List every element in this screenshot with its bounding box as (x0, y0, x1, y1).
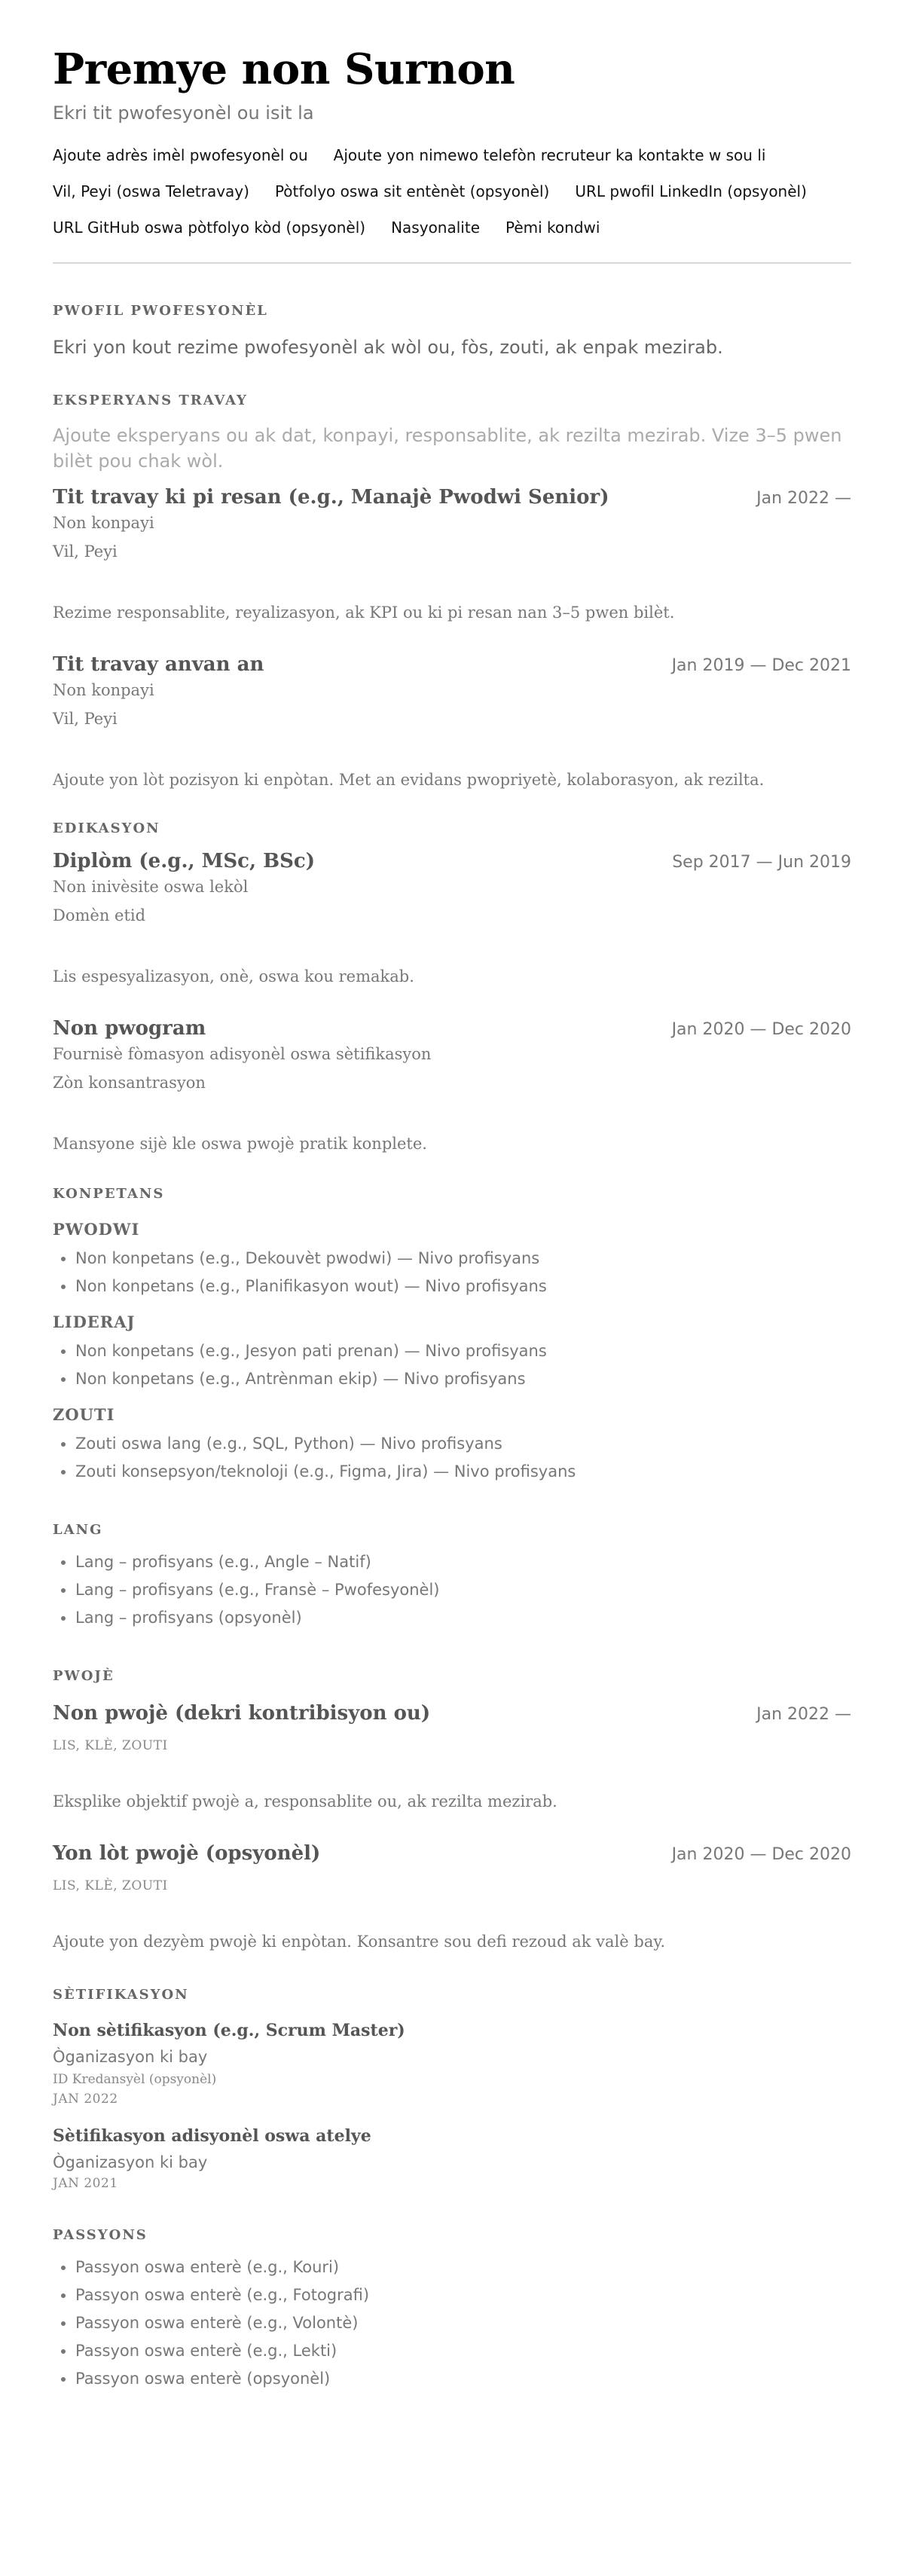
skill-item: • Zouti konsepsyon/teknoloji (e.g., Figma, Jira) — Nivo profisyans (75, 1458, 851, 1486)
contact-github: URL GitHub oswa pòtfolyo kòd (opsyonèl) (53, 218, 366, 237)
education-entry (53, 1017, 851, 1153)
certification-date: JAN 2022 (53, 2092, 118, 2107)
degree-name: Non pwogram (53, 1017, 206, 1040)
education-description: Mansyone sijè kle oswa pwojè pratik konplete. (53, 1135, 427, 1154)
section-title: PWOJÈ (53, 1668, 115, 1685)
experience-section (53, 393, 851, 789)
contact-location: Vil, Peyi (oswa Teletravay) (53, 182, 249, 201)
languages-section (53, 1522, 851, 1632)
education-entry (53, 850, 851, 985)
job-title: Tit travay ki pi resan (e.g., Manajè Pwodwi Senior) (53, 486, 609, 509)
project-tags: LIS, KLÈ, ZOUTI (53, 1738, 168, 1754)
job-description: Ajoute yon lòt pozisyon ki enpòtan. Met an evidans pwopriyetè, kolaborasyon, ak rezilta. (53, 771, 765, 790)
project-entry (53, 1702, 851, 1811)
interest-item: • Passyon oswa enterè (e.g., Kouri) (75, 2254, 851, 2281)
contact-nationality: Nasyonalite (391, 218, 480, 237)
job-location: Vil, Peyi (53, 542, 118, 561)
experience-entry (53, 653, 851, 789)
education-date: Sep 2017 — Jun 2019 (672, 853, 851, 872)
skill-list (53, 1337, 851, 1393)
candidate-name: Premye non Surnon (53, 44, 515, 94)
section-title: EKSPERYANS TRAVAY (53, 392, 248, 408)
header-divider (53, 262, 851, 264)
interest-item: • Passyon oswa enterè (opsyonèl) (75, 2365, 851, 2393)
language-item: • Lang – profisyans (e.g., Angle – Natif) (75, 1548, 851, 1576)
company-name: Non konpayi (53, 681, 154, 700)
contact-email: Ajoute adrès imèl pwofesyonèl ou (53, 146, 308, 165)
interest-item: • Passyon oswa enterè (e.g., Lekti) (75, 2337, 851, 2365)
issuing-organization: Òganizasyon ki bay (53, 2153, 208, 2172)
credential-id: ID Kredansyèl (opsyonèl) (53, 2072, 217, 2088)
job-date: Jan 2022 — (756, 489, 851, 509)
contact-phone: Ajoute yon nimewo telefòn recruteur ka kontakte w sou li (333, 146, 766, 165)
field-of-study: Domèn etid (53, 906, 146, 925)
project-tags: LIS, KLÈ, ZOUTI (53, 1878, 168, 1894)
skill-group-title: ZOUTI (53, 1405, 115, 1425)
skill-item: • Zouti oswa lang (e.g., SQL, Python) — Nivo profisyans (75, 1430, 851, 1458)
skill-item: • Non konpetans (e.g., Jesyon pati prenan) — Nivo profisyans (75, 1337, 851, 1365)
certification-name: Sètifikasyon adisyonèl oswa atelye (53, 2126, 371, 2147)
profile-section (53, 303, 851, 361)
skill-group-title: LIDERAJ (53, 1312, 136, 1332)
language-item: • Lang – profisyans (e.g., Fransè – Pwofesyonèl) (75, 1576, 851, 1604)
skill-group (53, 1405, 851, 1486)
job-title: Tit travay anvan an (53, 653, 264, 677)
section-title: SÈTIFIKASYON (53, 1987, 189, 2003)
project-date: Jan 2022 — (756, 1705, 851, 1725)
profile-summary: Ekri yon kout rezime pwofesyonèl ak wòl ou, fòs, zouti, ak enpak mezirab. (53, 337, 723, 359)
job-description: Rezime responsablite, reyalizasyon, ak KPI ou ki pi resan nan 3–5 pwen bilèt. (53, 604, 675, 622)
skill-item: • Non konpetans (e.g., Planifikasyon wout) — Nivo profisyans (75, 1273, 851, 1300)
section-title: LANG (53, 1522, 103, 1539)
resume-header (53, 45, 851, 246)
project-date: Jan 2020 — Dec 2020 (671, 1845, 851, 1865)
projects-section (53, 1668, 851, 1951)
experience-entry (53, 486, 851, 622)
certification-date: JAN 2021 (53, 2176, 118, 2192)
section-title: KONPETANS (53, 1186, 165, 1202)
language-list (53, 1548, 851, 1632)
education-section (53, 820, 851, 1153)
skill-item: • Non konpetans (e.g., Antrènman ekip) — Nivo profisyans (75, 1365, 851, 1393)
certifications-section (53, 1987, 851, 2191)
school-name: Fournisè fòmasyon adisyonèl oswa sètifikasyon (53, 1045, 432, 1064)
project-entry (53, 1842, 851, 1951)
skill-item: • Non konpetans (e.g., Dekouvèt pwodwi) — Nivo profisyans (75, 1245, 851, 1273)
certification-name: Non sètifikasyon (e.g., Scrum Master) (53, 2021, 405, 2041)
section-title: EDIKASYON (53, 820, 160, 837)
skill-group-title: PWODWI (53, 1220, 140, 1239)
contact-linkedin: URL pwofil LinkedIn (opsyonèl) (575, 182, 807, 201)
experience-placeholder: Ajoute eksperyans ou ak dat, konpayi, responsablite, ak rezilta mezirab. Vize 3–5 pwen bilèt pou chak wòl. (53, 424, 842, 472)
field-of-study: Zòn konsantrasyon (53, 1074, 206, 1092)
interest-list (53, 2254, 851, 2393)
contact-info (53, 137, 851, 246)
skills-section (53, 1186, 851, 1486)
interests-section (53, 2227, 851, 2393)
contact-driving-license: Pèmi kondwi (505, 218, 600, 237)
professional-headline: Ekri tit pwofesyonèl ou isit la (53, 102, 314, 124)
issuing-organization: Òganizasyon ki bay (53, 2048, 208, 2067)
education-description: Lis espesyalizasyon, onè, oswa kou remakab. (53, 967, 414, 986)
section-title: PASSYONS (53, 2227, 148, 2244)
job-location: Vil, Peyi (53, 710, 118, 729)
interest-item: • Passyon oswa enterè (e.g., Fotografi) (75, 2281, 851, 2309)
project-name: Non pwojè (dekri kontribisyon ou) (53, 1702, 431, 1725)
skill-list (53, 1430, 851, 1486)
project-description: Eksplike objektif pwojè a, responsablite ou, ak rezilta mezirab. (53, 1792, 557, 1811)
language-item: • Lang – profisyans (opsyonèl) (75, 1604, 851, 1632)
certification-entry (53, 2021, 851, 2107)
section-title: PWOFIL PWOFESYONÈL (53, 303, 268, 319)
skill-group (53, 1312, 851, 1393)
education-date: Jan 2020 — Dec 2020 (671, 1020, 851, 1040)
school-name: Non inivèsite oswa lekòl (53, 878, 249, 897)
interest-item: • Passyon oswa enterè (e.g., Volontè) (75, 2309, 851, 2337)
degree-name: Diplòm (e.g., MSc, BSc) (53, 850, 315, 873)
project-description: Ajoute yon dezyèm pwojè ki enpòtan. Konsantre sou defi rezoud ak valè bay. (53, 1933, 666, 1951)
project-name: Yon lòt pwojè (opsyonèl) (53, 1842, 321, 1866)
contact-portfolio: Pòtfolyo oswa sit entènèt (opsyonèl) (274, 182, 550, 201)
company-name: Non konpayi (53, 514, 154, 533)
skill-list (53, 1245, 851, 1300)
certification-entry (53, 2126, 851, 2191)
job-date: Jan 2019 — Dec 2021 (671, 656, 851, 676)
skill-group (53, 1220, 851, 1300)
